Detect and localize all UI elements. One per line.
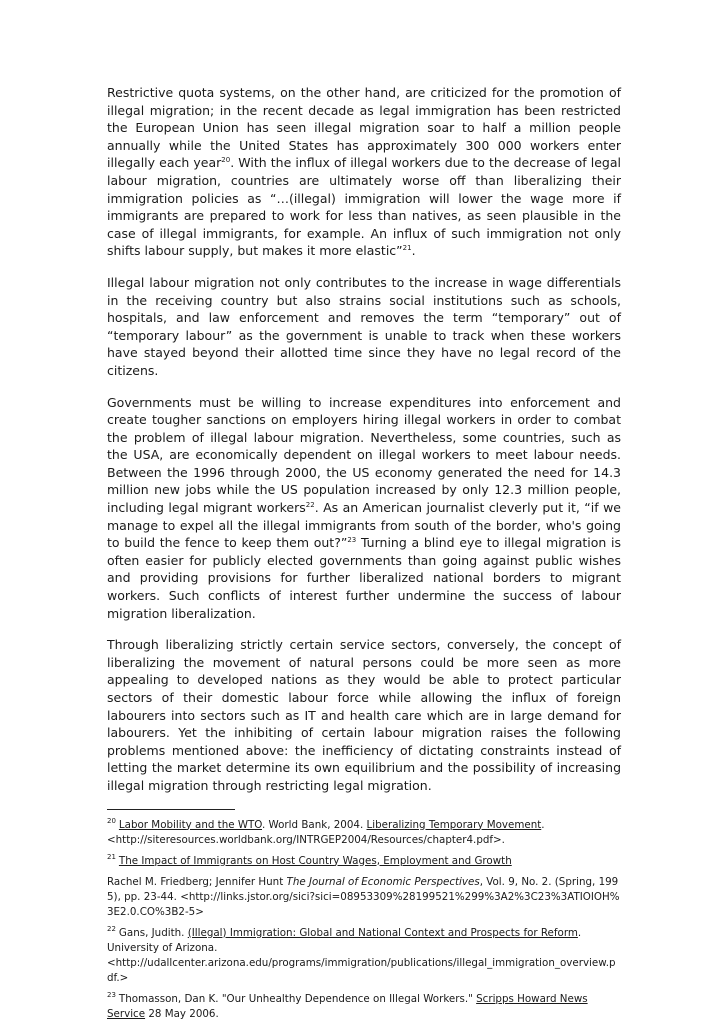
body-paragraph-3 [107,394,621,623]
footnote-20 [107,818,621,848]
footnote-22-title-link[interactable]: (Illegal) Immigration: Global and National Context and Prospects for Reform [187,926,578,939]
document-page [107,84,621,1028]
footnote-21-title-line [107,854,621,869]
footnote-20-url: <http://siteresources.worldbank.org/INTRGEP2004/Resources/chapter4.pdf>. [107,833,505,846]
footnote-21-citation [107,875,621,920]
footnote-ref-22[interactable]: 22 [305,500,315,509]
footnote-ref-23[interactable]: 23 [347,536,357,545]
footnote-23 [107,992,621,1022]
footnote-21-details: , Vol. 9, No. 2. (Spring, 1995), pp. 23-44. <http://links.jstor.org/sici?sici=08953309%28199521%299%3A2%3C23%3ATIOIOH%3E2.0.CO%3B2-5> [107,875,620,918]
footnote-23-author-title: Thomasson, Dan K. "Our Unhealthy Dependence on Illegal Workers." [118,992,477,1005]
footnote-22-url: <http://udallcenter.arizona.edu/programs/immigration/publications/illegal_immigration_overview.pdf.> [107,956,616,984]
footnote-22 [107,926,621,986]
paragraph-3-text-a: Governments must be willing to increase expenditures into enforcement and create tougher sanctions on employers hiring illegal workers in order to combat the problem of illegal labour migration. Nevertheless, some countries, such as the USA, are economically dependent on illegal workers to meet labour needs. Between the 1996 through 2000, the US economy generated the need for 14.3 million new jobs while the US population increased by only 12.3 million people, including legal migrant workers [107,394,621,516]
footnote-20-publisher: . World Bank, 2004. [262,818,367,831]
body-paragraph-2: Illegal labour migration not only contributes to the increase in wage differentials in the receiving country but also strains social institutions such as schools, hospitals, and law enforcement and removes the term “temporary” out of “temporary labour” as the government is unable to track when these workers have stayed beyond their allotted time since they have no legal record of the citizens. [107,274,621,378]
footnote-23-source-link[interactable]: Scripps Howard News Service [107,992,588,1020]
footnote-ref-20[interactable]: 20 [221,156,231,165]
footnote-21-authors: Rachel M. Friedberg; Jennifer Hunt [107,875,287,888]
footnote-separator [107,809,235,810]
footnote-20-number: 20 [107,817,116,826]
footnote-22-number: 22 [107,925,116,934]
paragraph-1-text-a: Restrictive quota systems, on the other hand, are criticized for the promotion of illegal migration; in the recent decade as legal immigration has been restricted the European Union has seen illegal migration soar to half a million people annually while the United States has approximately 300 000 workers enter illegally each year [107,85,621,171]
footnote-21-journal: The Journal of Economic Perspectives [286,875,480,888]
footnote-21-title-link[interactable]: The Impact of Immigrants on Host Country Wages, Employment and Growth [118,854,512,867]
footnote-20-chapter-link[interactable]: Liberalizing Temporary Movement [366,818,542,831]
paragraph-1-text-c: . [411,243,416,259]
footnote-ref-21[interactable]: 21 [402,244,412,253]
footnote-23-number: 23 [107,991,116,1000]
footnote-22-author: Gans, Judith. [118,926,188,939]
paragraph-3-text-b: . As an American journalist cleverly put it, “if we manage to expel all the illegal immigrants from south of the border, who's going to build the fence to keep them out?” [107,500,621,551]
footnote-23-date: 28 May 2006. [145,1007,219,1020]
footnote-21-number: 21 [107,853,116,862]
footnote-20-title-link[interactable]: Labor Mobility and the WTO [118,818,262,831]
body-paragraph-1 [107,84,621,260]
paragraph-3-text-c: Turning a blind eye to illegal migration is often easier for publicly elected governments than going against public wishes and providing provisions for further liberalized national borders to migrant workers. Such conflicts of interest further undermine the success of labour migration liberalization. [107,535,621,621]
footnote-22-institution: . University of Arizona. [107,926,582,954]
footnote-20-period: . [541,818,545,831]
paragraph-1-text-b: . With the influx of illegal workers due to the decrease of legal labour migration, countries are ultimately worse off than liberalizing their immigration policies as “…(illegal) immigration will lower the wage more if immigrants are prepared to work for less than natives, as seen plausible in the case of illegal immigrants, for example. An influx of such immigration not only shifts labour supply, but makes it more elastic” [107,155,621,259]
body-paragraph-4: Through liberalizing strictly certain service sectors, conversely, the concept of liberalizing the movement of natural persons could be more seen as more appealing to developed nations as they would be able to protect particular sectors of their domestic labour force while allowing the influx of foreign labourers into sectors such as IT and health care which are in large demand for labourers. Yet the inhibiting of certain labour migration raises the following problems mentioned above: the inefficiency of dictating constraints instead of letting the market determine its own equilibrium and the possibility of increasing illegal migration through restricting legal migration. [107,637,621,793]
